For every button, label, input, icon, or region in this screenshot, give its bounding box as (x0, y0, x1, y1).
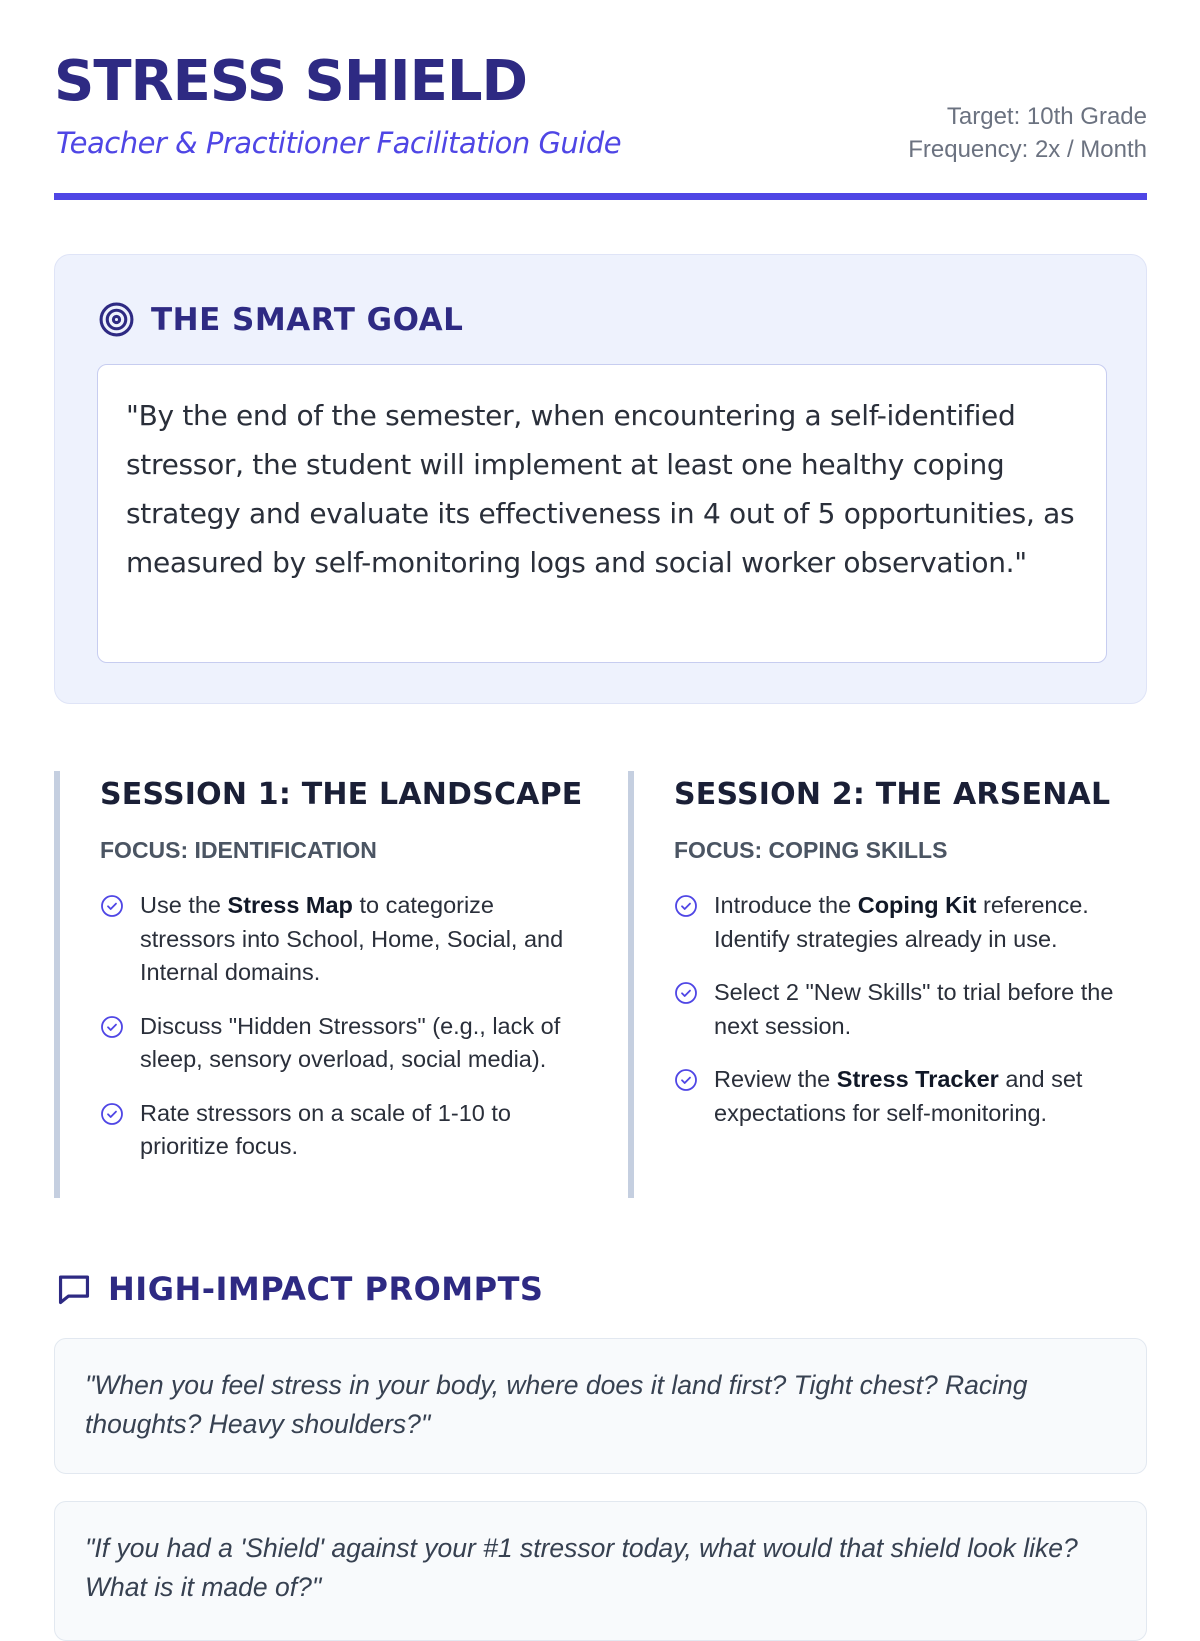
check-circle-icon (100, 894, 124, 918)
list-item (100, 1010, 568, 1077)
page-title: STRESS SHIELD (54, 49, 528, 114)
prompt-card (54, 1338, 1147, 1474)
prompt-card (54, 1501, 1147, 1641)
list-item-text: Review the Stress Tracker and set expectations for self-monitoring. (714, 1066, 1083, 1126)
prompt-text: "When you feel stress in your body, where does it land first? Tight chest? Racing thoughts? Heavy shoulders?" (85, 1370, 1028, 1439)
list-item (674, 889, 1144, 956)
guide-meta (908, 100, 1147, 166)
list-item-text: Select 2 "New Skills" to trial before the next session. (714, 979, 1114, 1039)
session-title: SESSION 2: THE ARSENAL (674, 777, 1111, 812)
check-circle-icon (674, 1068, 698, 1092)
list-item-text: Introduce the Coping Kit reference. Identify strategies already in use. (714, 892, 1089, 952)
session-frequency: Frequency: 2x / Month (908, 136, 1147, 163)
guide-page (54, 0, 1147, 1602)
smart-goal-title: THE SMART GOAL (151, 301, 464, 338)
target-icon (98, 301, 135, 338)
prompts-title: HIGH-IMPACT PROMPTS (108, 1270, 544, 1308)
check-circle-icon (674, 981, 698, 1005)
page-subtitle: Teacher & Practitioner Facilitation Guide (56, 126, 622, 160)
message-square-icon (54, 1270, 94, 1308)
list-item-text: Rate stressors on a scale of 1-10 to prioritize focus. (140, 1099, 511, 1159)
list-item (100, 1097, 568, 1164)
smart-goal-card (54, 254, 1147, 704)
list-item (674, 976, 1144, 1043)
header-divider (54, 193, 1147, 200)
page-header (54, 0, 1147, 200)
prompt-text: "If you had a 'Shield' against your #1 stressor today, what would that shield look like? What is it made of?" (85, 1533, 1078, 1602)
check-circle-icon (100, 1102, 124, 1126)
target-grade: Target: 10th Grade (946, 103, 1147, 130)
smart-goal-statement: "By the end of the semester, when encountering a self-identified stressor, the student will implement at least one healthy coping strategy and evaluate its effectiveness in 4 out of 5 opportunities, as measured by self-monitoring logs and social worker observation." (126, 399, 1075, 579)
session-2 (628, 771, 1148, 1198)
list-item (674, 1063, 1144, 1130)
list-item (100, 889, 568, 990)
session-activity-list (674, 889, 1144, 1150)
session-focus: FOCUS: COPING SKILLS (674, 837, 948, 863)
smart-goal-header (98, 301, 463, 338)
session-1 (54, 771, 583, 1198)
smart-goal-statement-box (97, 364, 1107, 663)
check-circle-icon (674, 894, 698, 918)
list-item-text: Use the Stress Map to categorize stressors into School, Home, Social, and Internal domains. (140, 892, 564, 985)
check-circle-icon (100, 1015, 124, 1039)
session-activity-list (100, 889, 568, 1184)
session-focus: FOCUS: IDENTIFICATION (100, 837, 377, 863)
prompts-header (54, 1270, 543, 1308)
list-item-text: Discuss "Hidden Stressors" (e.g., lack of sleep, sensory overload, social media). (140, 1012, 561, 1072)
session-title: SESSION 1: THE LANDSCAPE (100, 777, 583, 812)
